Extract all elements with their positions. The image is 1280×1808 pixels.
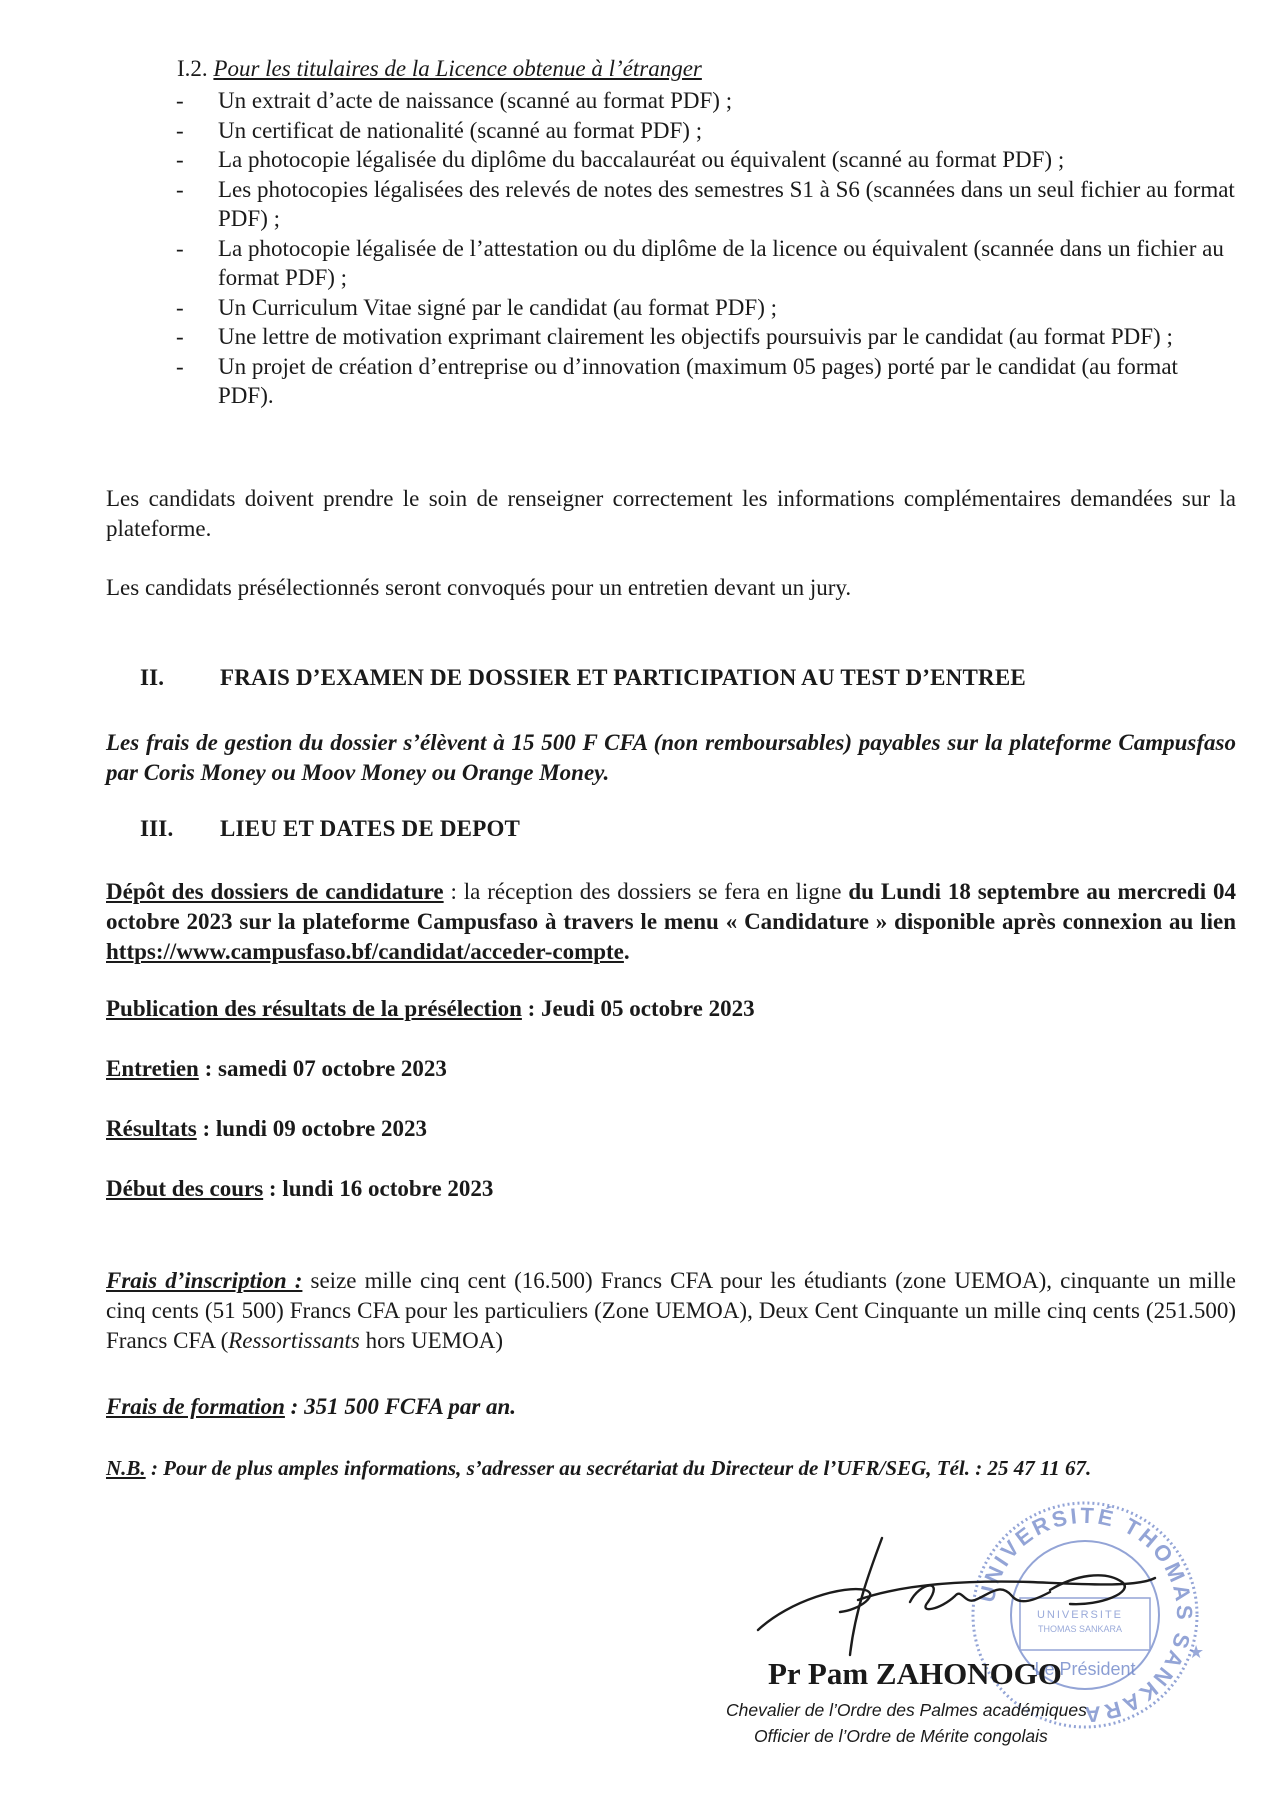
stamp-center-text: Le Président [1034, 1659, 1136, 1679]
frais-inscription-text: seize mille cinq cent (16.500) Francs CFA pour les étudiants (zone UEMOA), cinquante un mille cinq cents (51 500) Francs CFA pour les particuliers (Zone UEMOA), Deux Cent Cinquante un mille cinq cents (251.500) Francs CFA ( [106, 1268, 1236, 1353]
depot-bold-text: du Lundi 18 septembre au mercredi 04 octobre 2023 sur la plateforme Campusfaso à travers le menu « Candidature » disponible après connexion au lien [106, 879, 1236, 934]
section-i2-heading [177, 56, 702, 82]
date-debut-cours [106, 1176, 493, 1202]
document-item [176, 322, 1236, 352]
document-item [176, 175, 1236, 234]
frais-formation-label: Frais de formation [106, 1394, 285, 1419]
list-bullet: - [176, 324, 184, 349]
list-bullet: - [176, 147, 184, 172]
date-resultats [106, 1116, 427, 1142]
date-value: : Jeudi 05 octobre 2023 [521, 996, 755, 1021]
stamp-ring-text: UNIVERSITÉ THOMAS SANKARA [973, 1502, 1198, 1728]
svg-text:UNIVERSITE: UNIVERSITE [1036, 1609, 1124, 1621]
depot-label: Dépôt des dossiers de candidature [106, 879, 444, 904]
date-label: Résultats [106, 1116, 197, 1141]
date-label: Entretien [106, 1056, 199, 1081]
date-value: : lundi 09 octobre 2023 [196, 1116, 427, 1141]
document-item-text: Un projet de création d’entreprise ou d’innovation (maximum 05 pages) porté par le candidat (au format PDF). [218, 353, 1178, 408]
document-item-text: Une lettre de motivation exprimant clairement les objectifs poursuivis par le candidat (au format PDF) ; [218, 324, 1173, 349]
svg-text:★: ★ [1188, 1642, 1205, 1663]
nb-text: : Pour de plus amples informations, s’adresser au secrétariat du Directeur de l’UFR/SEG, Tél. : 25 47 11 67. [145, 1456, 1092, 1480]
document-item-text: Un certificat de nationalité (scanné au format PDF) ; [218, 117, 703, 143]
section-iii-heading [140, 816, 520, 842]
document-item [176, 293, 1236, 323]
list-bullet: - [176, 235, 184, 261]
nb-note [106, 1456, 1091, 1481]
interview-paragraph: Les candidats présélectionnés seront convoqués pour un entretien devant un jury. [106, 575, 852, 600]
svg-text:THOMAS SANKARA: THOMAS SANKARA [1037, 1624, 1123, 1634]
date-label: Publication des résultats de la présélection [106, 996, 522, 1021]
list-bullet: - [176, 353, 184, 379]
frais-inscription-italic: Ressortissants [228, 1328, 360, 1353]
list-bullet: - [176, 176, 184, 202]
section-ii-text: Les frais de gestion du dossier s’élèvent à 15 500 F CFA (non remboursables) payables sur la plateforme Campusfaso par Coris Money ou Moov Money ou Orange Money. [106, 730, 1236, 785]
list-bullet: - [176, 294, 184, 320]
document-item [176, 145, 1236, 175]
frais-formation-value: : 351 500 FCFA par an. [284, 1394, 517, 1419]
document-item-text: Un extrait d’acte de naissance (scanné au format PDF) ; [218, 88, 733, 113]
date-entretien [106, 1056, 447, 1082]
document-item-text: Un Curriculum Vitae signé par le candidat (au format PDF) ; [218, 294, 777, 320]
document-item [176, 352, 1236, 411]
required-documents-list [176, 86, 1236, 411]
signatory-title-1: Chevalier de l’Ordre des Palmes académiques [726, 1700, 1087, 1720]
frais-inscription-text-end: hors UEMOA) [359, 1328, 503, 1353]
date-publication [106, 996, 755, 1022]
signatory-title-2: Officier de l’Ordre de Mérite congolais [754, 1726, 1048, 1746]
frais-inscription-paragraph [106, 1266, 1236, 1356]
list-bullet: - [176, 117, 184, 143]
candidature-link[interactable]: https://www.campusfaso.bf/candidat/acceder-compte [106, 939, 624, 964]
signatory-name: Pr Pam ZAHONOGO [768, 1656, 1062, 1691]
depot-paragraph [106, 877, 1236, 967]
document-item-text: La photocopie légalisée du diplôme du baccalauréat ou équivalent (scanné au format PDF) ; [218, 147, 1065, 172]
document-item [176, 116, 1236, 146]
section-iii-title: LIEU ET DATES DE DEPOT [220, 816, 521, 841]
list-bullet: - [176, 88, 184, 113]
section-ii-heading [140, 665, 1026, 691]
section-iii-number: III. [140, 816, 174, 841]
date-value: : samedi 07 octobre 2023 [198, 1056, 447, 1081]
section-i2-title: Pour les titulaires de la Licence obtenue à l’étranger [213, 56, 702, 81]
depot-end: . [623, 939, 630, 964]
section-i2-number: I.2. [177, 56, 208, 81]
document-item-text: Les photocopies légalisées des relevés de notes des semestres S1 à S6 (scannées dans un seul fichier au format PDF) ; [218, 176, 1235, 231]
info-paragraph: Les candidats doivent prendre le soin de renseigner correctement les informations complémentaires demandées sur la plateforme. [106, 486, 1236, 541]
frais-formation [106, 1394, 516, 1420]
depot-text: : la réception des dossiers se fera en ligne [443, 879, 849, 904]
document-item [176, 86, 1236, 116]
signature-drawing [750, 1530, 1170, 1660]
nb-label: N.B. [106, 1456, 146, 1480]
frais-inscription-label: Frais d’inscription : [106, 1268, 303, 1293]
section-ii-title: FRAIS D’EXAMEN DE DOSSIER ET PARTICIPATION AU TEST D’ENTREE [220, 665, 1026, 690]
document-item [176, 234, 1236, 293]
document-item-text: La photocopie légalisée de l’attestation ou du diplôme de la licence ou équivalent (scannée dans un fichier au format PDF) ; [218, 235, 1224, 290]
date-label: Début des cours [106, 1176, 264, 1201]
date-value: : lundi 16 octobre 2023 [263, 1176, 494, 1201]
section-ii-number: II. [140, 665, 165, 690]
